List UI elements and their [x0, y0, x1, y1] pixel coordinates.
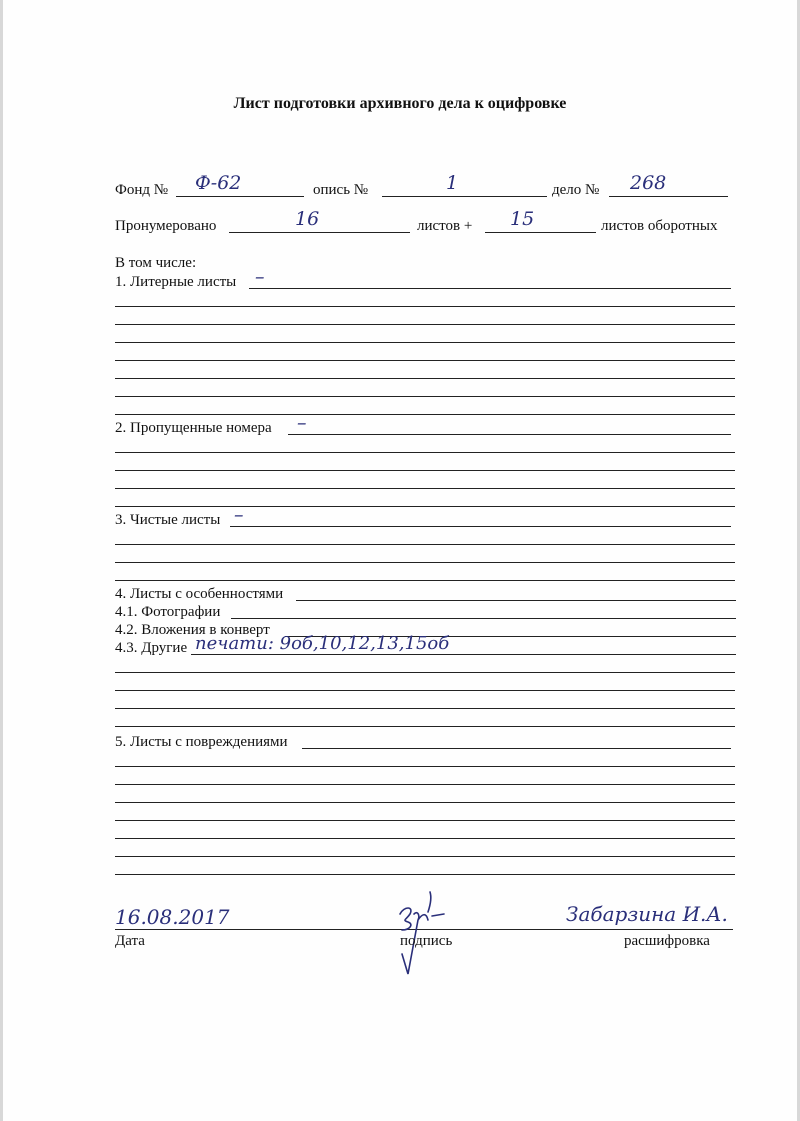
- sheets-field-line: [229, 232, 410, 233]
- fond-label: Фонд №: [115, 182, 169, 198]
- ruled-line: [115, 708, 735, 709]
- reverse-label: листов оборотных: [601, 218, 718, 234]
- missing-numbers-label: 2. Пропущенные номера: [115, 420, 272, 436]
- reverse-field-line: [485, 232, 596, 233]
- numbered-label: Пронумеровано: [115, 218, 217, 234]
- other-field-line: [191, 654, 736, 655]
- ruled-line: [115, 820, 735, 821]
- blank-sheets-value: –: [234, 504, 244, 526]
- features-label: 4. Листы с особенностями: [115, 586, 284, 602]
- ruled-line: [115, 360, 735, 361]
- opis-value: 1: [446, 172, 459, 194]
- sheets-label: листов +: [417, 218, 473, 234]
- ruled-line: [115, 802, 735, 803]
- fond-field-line: [176, 196, 304, 197]
- missing-field-line: [288, 434, 731, 435]
- other-label: 4.3. Другие: [115, 640, 188, 656]
- decoding-value: Забарзина И.А.: [566, 902, 728, 926]
- literal-sheets-label: 1. Литерные листы: [115, 274, 237, 290]
- literal-field-line: [249, 288, 731, 289]
- ruled-line: [115, 766, 735, 767]
- reverse-value: 15: [510, 208, 535, 230]
- opis-label: опись №: [313, 182, 369, 198]
- ruled-line: [115, 856, 735, 857]
- damaged-field-line: [302, 748, 731, 749]
- delo-value: 268: [630, 172, 667, 194]
- delo-field-line: [609, 196, 728, 197]
- ruled-line: [115, 452, 735, 453]
- ruled-line: [115, 506, 735, 507]
- date-label: Дата: [115, 933, 145, 949]
- damaged-label: 5. Листы с повреждениями: [115, 734, 288, 750]
- sheets-value: 16: [295, 208, 320, 230]
- ruled-line: [115, 306, 735, 307]
- envelopes-label: 4.2. Вложения в конверт: [115, 622, 270, 638]
- ruled-line: [115, 544, 735, 545]
- ruled-line: [115, 470, 735, 471]
- ruled-line: [115, 378, 735, 379]
- ruled-line: [115, 414, 735, 415]
- delo-label: дело №: [552, 182, 600, 198]
- page-title: Лист подготовки архивного дела к оцифровке: [233, 95, 567, 112]
- literal-sheets-value: –: [255, 266, 265, 288]
- blank-field-line: [230, 526, 731, 527]
- missing-numbers-value: –: [297, 412, 307, 434]
- photos-field-line: [231, 618, 736, 619]
- ruled-line: [115, 874, 735, 875]
- ruled-line: [115, 784, 735, 785]
- photos-label: 4.1. Фотографии: [115, 604, 221, 620]
- scan-edge-left: [0, 0, 3, 1121]
- decoding-label: расшифровка: [624, 933, 710, 949]
- blank-sheets-label: 3. Чистые листы: [115, 512, 221, 528]
- ruled-line: [115, 488, 735, 489]
- ruled-line: [115, 396, 735, 397]
- features-field-line: [296, 600, 736, 601]
- other-value: печати: 9об,10,12,13,15об: [195, 633, 450, 654]
- fond-value: Ф-62: [195, 172, 242, 194]
- ruled-line: [115, 324, 735, 325]
- ruled-line: [115, 342, 735, 343]
- opis-field-line: [382, 196, 547, 197]
- ruled-line: [115, 580, 735, 581]
- ruled-line: [115, 838, 735, 839]
- ruled-line: [115, 726, 735, 727]
- ruled-line: [115, 672, 735, 673]
- signature-label: подпись: [400, 933, 453, 949]
- ruled-line: [115, 562, 735, 563]
- ruled-line: [115, 690, 735, 691]
- date-value: 16.08.2017: [115, 905, 230, 929]
- including-label: В том числе:: [115, 255, 197, 271]
